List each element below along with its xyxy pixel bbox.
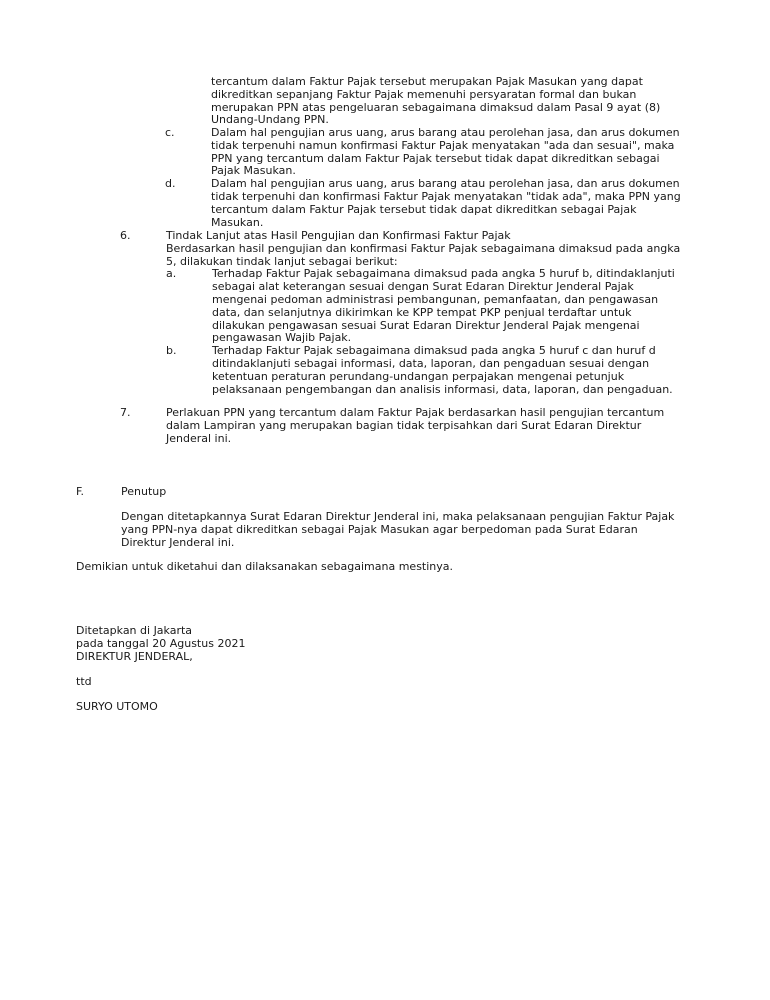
sub-label: b. [166,344,177,358]
sub-text: Terhadap Faktur Pajak sebagaimana dimaksud pada angka 5 huruf b, ditindaklanjuti sebagai alat keterangan sesuai dengan Surat Edaran Direktur Jenderal Pajak mengenai pedoman administrasi pembangunan, pemanfaatan, dan pengawasan data, dan selanjutnya dikirimkan ke KPP tempat PKP penjual terdaftar untuk dilakukan pengawasan sesuai Surat Edaran Direktur Jenderal Pajak mengenai pengawasan Wajib Pajak. [212,267,675,345]
signatory-name: SURYO UTOMO [76,700,158,713]
sub-label: d. [165,177,176,191]
sub-text: Terhadap Faktur Pajak sebagaimana dimaksud pada angka 5 huruf c dan huruf d ditindaklanjuti sebagai informasi, data, laporan, dan pengaduan sesuai dengan ketentuan peraturan perundang-undangan perpajakan mengenai petunjuk pelaksanaan pengembangan dan analisis informasi, data, laporan, dan pengaduan. [212,344,673,396]
item-title: Tindak Lanjut atas Hasil Pengujian dan Konfirmasi Faktur Pajak [166,229,511,242]
item5-sub-c [165,127,685,178]
item-intro: Berdasarkan hasil pengujian dan konfirmasi Faktur Pajak sebagaimana dimaksud pada angka 5, dilakukan tindak lanjut sebagai berikut: [166,241,681,268]
closing-statement: Demikian untuk diketahui dan dilaksanakan sebagaimana mestinya. [76,560,454,573]
item-text: Perlakuan PPN yang tercantum dalam Faktur Pajak berdasarkan hasil pengujian tercantum dalam Lampiran yang merupakan bagian tidak terpisahkan dari Surat Edaran Direktur Jenderal ini. [166,406,665,445]
section-f-body: Dengan ditetapkannya Surat Edaran Direktur Jenderal ini, maka pelaksanaan pengujian Faktur Pajak yang PPN-nya dapat dikreditkan sebagai Pajak Masukan agar berpedoman pada Surat Edaran Direktur Jenderal ini. [121,510,675,549]
sub-text: Dalam hal pengujian arus uang, arus barang atau perolehan jasa, dan arus dokumen tidak terpenuhi dan konfirmasi Faktur Pajak menyatakan "tidak ada", maka PPN yang tercantum dalam Faktur Pajak tersebut tidak dapat dikreditkan sebagai Pajak Masukan. [211,177,681,229]
item6-sub-b [166,345,685,396]
item5-sub-list [165,127,685,229]
sub-label: c. [165,126,175,139]
signature-ttd: ttd [76,675,92,688]
signature-position: DIREKTUR JENDERAL, [76,649,193,663]
item-6 [120,230,685,396]
sub-text: Dalam hal pengujian arus uang, arus barang atau perolehan jasa, dan arus dokumen tidak terpenuhi namun konfirmasi Faktur Pajak menyatakan "ada dan sesuai", maka PPN yang tercantum dalam Faktur Pajak tersebut tidak dapat dikreditkan sebagai Pajak Masukan. [211,126,680,178]
item-7 [120,407,685,445]
section-f-label: F. [76,485,85,498]
item5-sub-d [165,178,685,229]
item5-sub-b-continuation: tercantum dalam Faktur Pajak tersebut merupakan Pajak Masukan yang dapat dikreditkan sepanjang Faktur Pajak memenuhi persyaratan formal dan bukan merupakan PPN atas pengeluaran sebagaimana dimaksud dalam Pasal 9 ayat (8) Undang-Undang PPN. [211,75,661,127]
sub-label: a. [166,267,177,281]
item-number: 7. [120,406,131,419]
item6-sub-a [166,268,685,345]
item-number: 6. [120,229,131,242]
signature-block [76,625,376,663]
signature-place: Ditetapkan di Jakarta [76,624,193,637]
signature-date: pada tanggal 20 Agustus 2021 [76,636,246,650]
section-f-title: Penutup [121,485,167,498]
